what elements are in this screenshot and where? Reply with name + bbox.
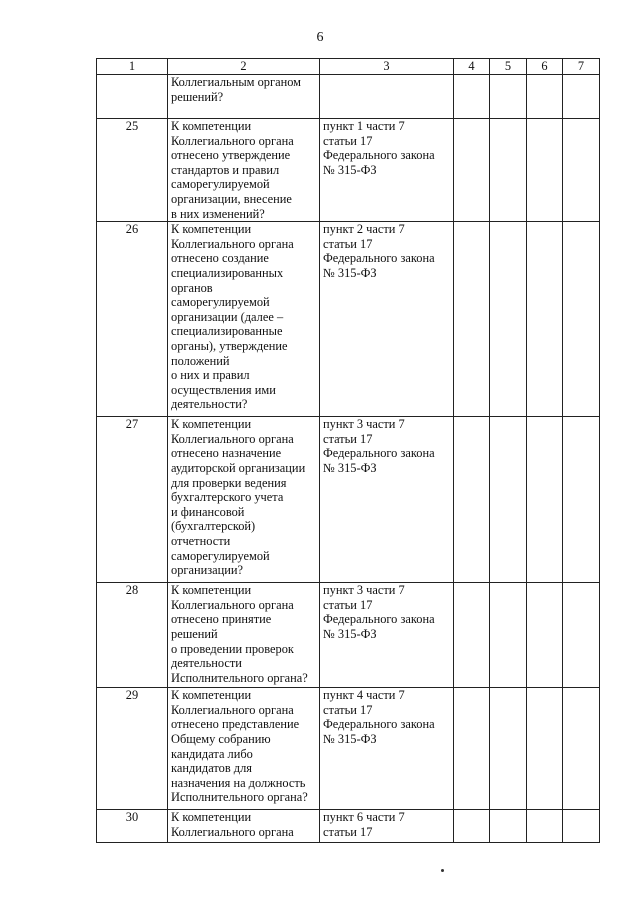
answer-cell-5 (490, 417, 527, 583)
table-row (97, 222, 600, 417)
answer-cell-6 (527, 75, 563, 119)
column-header-4: 4 (454, 59, 490, 75)
answer-cell-6 (527, 583, 563, 688)
page-number: 6 (316, 30, 324, 45)
answer-cell-5 (490, 75, 527, 119)
answer-cell-5 (490, 119, 527, 222)
answer-cell-7 (563, 810, 600, 843)
answer-cell-7 (563, 75, 600, 119)
answer-cell-5 (490, 222, 527, 417)
row-number: 30 (97, 810, 168, 843)
answer-cell-7 (563, 119, 600, 222)
answer-cell-5 (490, 583, 527, 688)
column-header-5: 5 (490, 59, 527, 75)
answer-cell-4 (454, 417, 490, 583)
answer-cell-7 (563, 417, 600, 583)
answer-cell-7 (563, 688, 600, 810)
row-number: 26 (97, 222, 168, 417)
legal-reference: пункт 6 части 7 статьи 17 (320, 810, 454, 843)
column-header-3: 3 (320, 59, 454, 75)
table-row (97, 75, 600, 119)
table-row (97, 810, 600, 843)
question-text: К компетенции Коллегиального органа отнесено принятие решений о проведении проверок деятельности Исполнительного органа? (168, 583, 320, 688)
answer-cell-7 (563, 583, 600, 688)
row-number: 27 (97, 417, 168, 583)
question-text: Коллегиальным органом решений? (168, 75, 320, 119)
row-number: 28 (97, 583, 168, 688)
answer-cell-5 (490, 688, 527, 810)
column-header-7: 7 (563, 59, 600, 75)
row-number: 29 (97, 688, 168, 810)
legal-reference (320, 75, 454, 119)
answer-cell-4 (454, 810, 490, 843)
answer-cell-6 (527, 222, 563, 417)
scan-speck (441, 869, 444, 872)
legal-reference: пункт 3 части 7 статьи 17 Федерального закона № 315-ФЗ (320, 583, 454, 688)
answer-cell-7 (563, 222, 600, 417)
row-number: 25 (97, 119, 168, 222)
answer-cell-4 (454, 222, 490, 417)
question-text: К компетенции Коллегиального органа отнесено утверждение стандартов и правил саморегулируемой организации, внесение в них изменений? (168, 119, 320, 222)
table-row (97, 119, 600, 222)
table-row (97, 688, 600, 810)
table-row (97, 583, 600, 688)
answer-cell-6 (527, 688, 563, 810)
answer-cell-4 (454, 688, 490, 810)
answer-cell-5 (490, 810, 527, 843)
header-row (97, 59, 600, 75)
question-text: К компетенции Коллегиального органа (168, 810, 320, 843)
answer-cell-4 (454, 119, 490, 222)
answer-cell-4 (454, 75, 490, 119)
answer-cell-4 (454, 583, 490, 688)
legal-reference: пункт 2 части 7 статьи 17 Федерального закона № 315-ФЗ (320, 222, 454, 417)
legal-reference: пункт 4 части 7 статьи 17 Федерального закона № 315-ФЗ (320, 688, 454, 810)
checklist-table (96, 58, 600, 843)
question-text: К компетенции Коллегиального органа отнесено создание специализированных органов саморегулируемой организации (далее – специализированные органы), утверждение положений о них и правил осуществления ими деятельности? (168, 222, 320, 417)
column-header-1: 1 (97, 59, 168, 75)
question-text: К компетенции Коллегиального органа отнесено представление Общему собранию кандидата либо кандидатов для назначения на должность Исполнительного органа? (168, 688, 320, 810)
answer-cell-6 (527, 119, 563, 222)
legal-reference: пункт 3 части 7 статьи 17 Федерального закона № 315-ФЗ (320, 417, 454, 583)
answer-cell-6 (527, 417, 563, 583)
question-text: К компетенции Коллегиального органа отнесено назначение аудиторской организации для проверки ведения бухгалтерского учета и финансовой (бухгалтерской) отчетности саморегулируемой организации? (168, 417, 320, 583)
row-number (97, 75, 168, 119)
column-header-2: 2 (168, 59, 320, 75)
column-header-6: 6 (527, 59, 563, 75)
legal-reference: пункт 1 части 7 статьи 17 Федерального закона № 315-ФЗ (320, 119, 454, 222)
answer-cell-6 (527, 810, 563, 843)
table-row (97, 417, 600, 583)
